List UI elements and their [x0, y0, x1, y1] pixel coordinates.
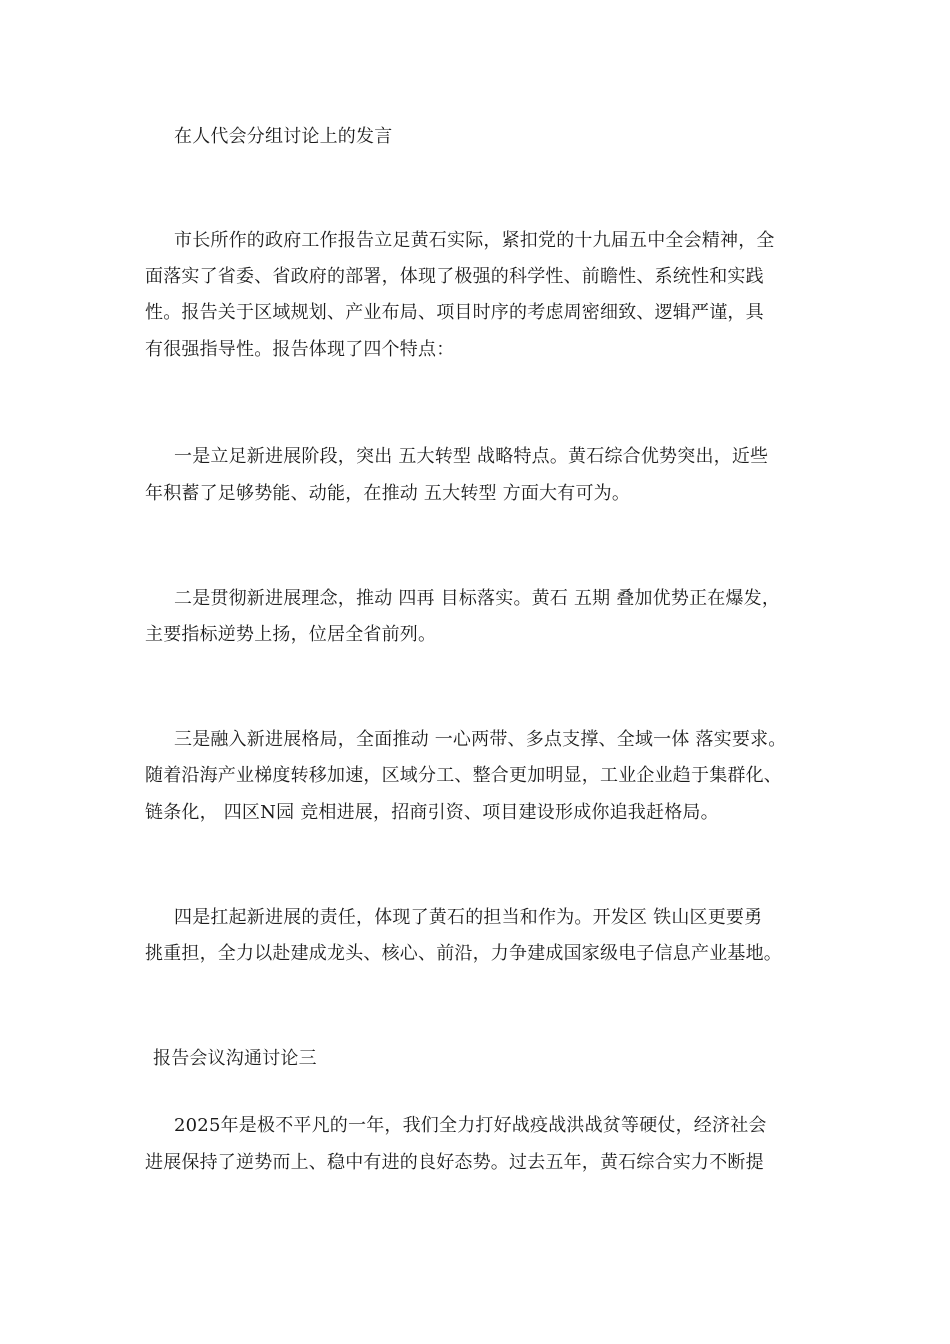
- paragraph-line: 2025年是极不平凡的一年，我们全力打好战疫战洪战贫等硬仗，经济社会: [174, 1115, 767, 1136]
- section-heading: 报告会议沟通讨论三: [153, 1048, 317, 1069]
- paragraph-line: 随着沿海产业梯度转移加速，区域分工、整合更加明显，工业企业趋于集群化、: [145, 765, 782, 786]
- paragraph-line: 主要指标逆势上扬，位居全省前列。: [145, 624, 437, 645]
- paragraph-line: 面落实了省委、省政府的部署，体现了极强的科学性、前瞻性、系统性和实践: [145, 266, 764, 287]
- paragraph-line: 性。报告关于区域规划、产业布局、项目时序的考虑周密细致、逻辑严谨，具: [145, 302, 764, 323]
- paragraph-line: 市长所作的政府工作报告立足黄石实际，紧扣党的十九届五中全会精神，全: [174, 230, 775, 251]
- paragraph-line: 年积蓄了足够势能、动能，在推动 五大转型 方面大有可为。: [145, 483, 631, 504]
- paragraph-line: 四是扛起新进展的责任，体现了黄石的担当和作为。开发区 铁山区更要勇: [174, 907, 763, 928]
- paragraph-line: 链条化， 四区N园 竞相进展，招商引资、项目建设形成你追我赶格局。: [145, 802, 719, 823]
- paragraph-line: 二是贯彻新进展理念，推动 四再 目标落实。黄石 五期 叠加优势正在爆发，: [174, 588, 781, 609]
- document-title: 在人代会分组讨论上的发言: [174, 126, 393, 147]
- paragraph-line: 一是立足新进展阶段，突出 五大转型 战略特点。黄石综合优势突出，近些: [174, 446, 769, 467]
- paragraph-line: 进展保持了逆势而上、稳中有进的良好态势。过去五年，黄石综合实力不断提: [145, 1152, 764, 1173]
- paragraph-line: 挑重担，全力以赴建成龙头、核心、前沿，力争建成国家级电子信息产业基地。: [145, 943, 782, 964]
- paragraph-line: 三是融入新进展格局，全面推动 一心两带、多点支撑、全域一体 落实要求。: [174, 729, 787, 750]
- paragraph-line: 有很强指导性。报告体现了四个特点：: [145, 339, 455, 360]
